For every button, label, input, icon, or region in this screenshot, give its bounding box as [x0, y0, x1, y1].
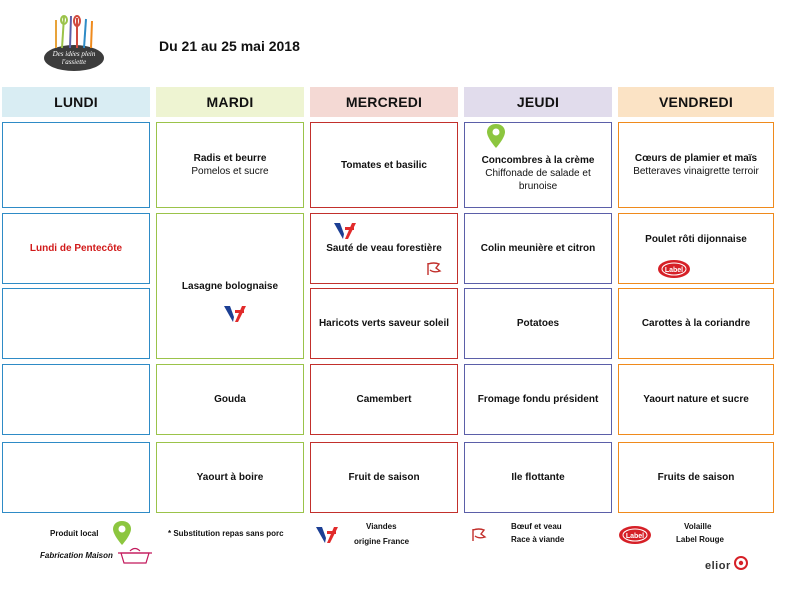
dish-name: Potatoes	[516, 318, 560, 329]
vendredi-main-cell	[618, 213, 774, 284]
lundi-cheese-cell	[2, 364, 150, 435]
dish-name: Gouda	[214, 394, 246, 405]
legend-race-line2: Race à viande	[511, 535, 565, 544]
dish-name: Tomates et basilic	[341, 159, 427, 171]
lundi-side-cell	[2, 288, 150, 359]
day-header-mercredi: MERCREDI	[310, 87, 458, 117]
mercredi-dessert-cell	[310, 442, 458, 513]
dish-name: Ile flottante	[511, 472, 565, 483]
dish-name: Carottes à la coriandre	[641, 318, 751, 329]
dish-name: Poulet rôti dijonnaise	[645, 234, 747, 245]
label-rouge-icon	[657, 259, 691, 283]
legend-local: Produit local	[50, 529, 99, 538]
legend-substitution: * Substitution repas sans porc	[168, 529, 284, 538]
dish-name: Sauté de veau forestière	[326, 243, 442, 254]
jeudi-starter-cell	[464, 122, 612, 208]
dish-name: Yaourt à boire	[196, 472, 264, 483]
vendredi-dessert-cell	[618, 442, 774, 513]
dish-name: Radis et beurre	[193, 153, 267, 164]
svg-text:Label: Label	[664, 267, 684, 274]
dish-alt: Betteraves vinaigrette terroir	[633, 166, 759, 177]
mercredi-cheese-cell	[310, 364, 458, 435]
mercredi-side-cell	[310, 288, 458, 359]
dish-alt: Chiffonade de salade et brunoise	[485, 167, 591, 192]
legend-vf-line2: origine France	[354, 537, 410, 546]
brand-mark-icon	[734, 556, 748, 575]
viandes-france-icon	[332, 223, 358, 243]
dish-name: Fruits de saison	[657, 472, 735, 483]
svg-text:l'assiette: l'assiette	[61, 58, 87, 66]
dish-name: Haricots verts saveur soleil	[318, 318, 450, 329]
race-a-viande-icon	[426, 261, 442, 281]
vendredi-starter-cell	[618, 122, 774, 208]
logo	[42, 14, 106, 72]
day-header-lundi: LUNDI	[2, 87, 150, 117]
lundi-dessert-cell	[2, 442, 150, 513]
brand-name: elior	[705, 559, 731, 572]
mercredi-main-cell	[310, 213, 458, 284]
svg-text:Label: Label	[625, 533, 645, 540]
mardi-dessert-cell	[156, 442, 304, 513]
viandes-france-icon	[314, 527, 340, 548]
elior-logo	[705, 556, 748, 575]
race-a-viande-icon	[471, 527, 487, 548]
jeudi-cheese-cell	[464, 364, 612, 435]
dish-name: Colin meunière et citron	[480, 243, 596, 254]
legend-label-line2: Label Rouge	[676, 535, 725, 544]
label-rouge-icon	[618, 524, 652, 551]
mardi-cheese-cell	[156, 364, 304, 435]
dish-name: Yaourt nature et sucre	[643, 394, 749, 405]
day-header-jeudi: JEUDI	[464, 87, 612, 117]
dish-name: Cœurs de plamier et maïs	[634, 153, 758, 164]
vendredi-cheese-cell	[618, 364, 774, 435]
legend-race-line1: Bœuf et veau	[511, 522, 562, 531]
holiday-label: Lundi de Pentecôte	[29, 243, 123, 254]
lundi-main-cell	[2, 213, 150, 284]
jeudi-dessert-cell	[464, 442, 612, 513]
lundi-starter-cell	[2, 122, 150, 208]
jeudi-main-cell	[464, 213, 612, 284]
cooking-pot-icon	[118, 546, 152, 571]
legend-homemade: Fabrication Maison	[40, 551, 113, 560]
svg-text:Des idées plein: Des idées plein	[52, 50, 96, 58]
dish-alt: Pomelos et sucre	[191, 166, 269, 177]
legend-vf-line1: Viandes	[366, 522, 397, 531]
day-header-mardi: MARDI	[156, 87, 304, 117]
jeudi-side-cell	[464, 288, 612, 359]
dish-name: Lasagne bolognaise	[181, 280, 279, 292]
mardi-starter-cell	[156, 122, 304, 208]
day-header-vendredi: VENDREDI	[618, 87, 774, 117]
viandes-france-icon	[224, 306, 246, 326]
mardi-main-cell	[156, 213, 304, 359]
menu-period-title: Du 21 au 25 mai 2018	[159, 38, 300, 54]
legend-label-line1: Volaille	[684, 522, 712, 531]
mercredi-starter-cell	[310, 122, 458, 208]
dish-name: Fromage fondu président	[477, 394, 599, 405]
dish-name: Fruit de saison	[348, 472, 420, 483]
location-pin-icon	[487, 124, 505, 152]
dish-name: Concombres à la crème	[481, 154, 595, 166]
dish-name: Camembert	[356, 394, 412, 405]
vendredi-side-cell	[618, 288, 774, 359]
